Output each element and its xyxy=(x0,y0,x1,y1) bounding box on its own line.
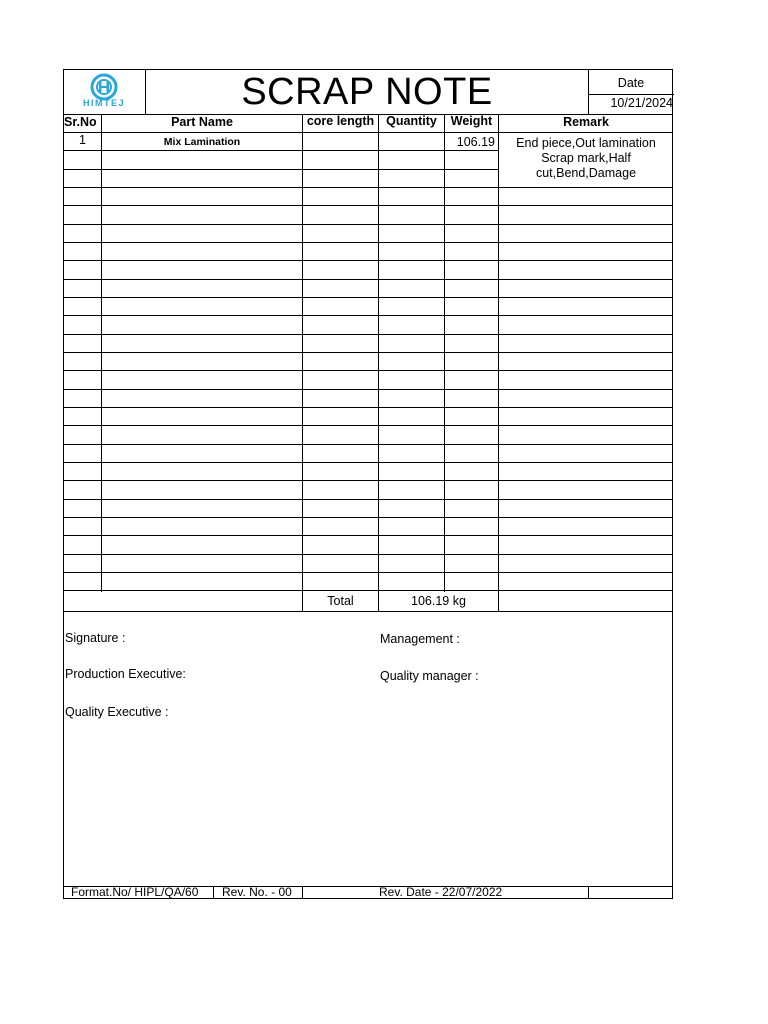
signature-label: Signature : xyxy=(65,631,126,645)
table-row-line xyxy=(64,554,672,555)
table-row-line xyxy=(64,279,672,280)
scrap-note-sheet xyxy=(63,69,673,899)
table-row-line xyxy=(64,187,672,188)
table-row-line xyxy=(64,535,672,536)
table-row-line xyxy=(64,499,672,500)
svg-text:HIMTEJ: HIMTEJ xyxy=(82,98,126,108)
row-1-weight: 106.19 xyxy=(456,135,495,149)
format-number: Format.No/ HIPL/QA/60 xyxy=(71,885,199,899)
col-header-sr-no: Sr.No xyxy=(64,115,97,129)
row-1-part-name: Mix Lamination xyxy=(163,136,241,148)
date-label: Date xyxy=(617,76,645,90)
table-row-line xyxy=(64,132,672,133)
table-row-line xyxy=(64,407,672,408)
table-row-line xyxy=(64,260,672,261)
table-row-line xyxy=(64,590,672,591)
table-row-line xyxy=(64,517,672,518)
table-row-line xyxy=(64,150,498,151)
table-row-line xyxy=(64,480,672,481)
table-row-line xyxy=(64,370,672,371)
page-title: SCRAP NOTE xyxy=(241,71,493,113)
col-header-part-name: Part Name xyxy=(171,115,233,129)
table-row-line xyxy=(64,315,672,316)
quality-manager-label: Quality manager : xyxy=(380,669,479,683)
himtej-logo xyxy=(68,73,140,111)
row-1-sr-no: 1 xyxy=(79,133,86,147)
table-row-line xyxy=(64,224,672,225)
table-row-line xyxy=(64,242,672,243)
col-header-remark: Remark xyxy=(563,115,609,129)
total-label: Total xyxy=(327,594,354,608)
table-row-line xyxy=(64,425,672,426)
table-row-line xyxy=(64,334,672,335)
table-row-line xyxy=(64,352,672,353)
quality-executive-label: Quality Executive : xyxy=(65,705,169,719)
date-value: 10/21/2024 xyxy=(610,96,673,110)
col-header-quantity: Quantity xyxy=(386,114,437,128)
revision-date: Rev. Date - 22/07/2022 xyxy=(379,885,503,899)
table-row-line xyxy=(64,205,672,206)
table-row-line xyxy=(64,389,672,390)
table-row-line xyxy=(64,444,672,445)
row-1-remark: End piece,Out lamination Scrap mark,Half cut,Bend,Damage xyxy=(516,136,656,180)
table-row-line xyxy=(64,169,498,170)
table-row-line xyxy=(64,297,672,298)
production-executive-label: Production Executive: xyxy=(65,667,186,681)
table-row-line xyxy=(64,462,672,463)
col-header-core-length: core length xyxy=(306,114,375,128)
total-value: 106.19 kg xyxy=(411,594,466,608)
table-row-line xyxy=(64,572,672,573)
management-label: Management : xyxy=(380,632,460,646)
revision-number: Rev. No. - 00 xyxy=(222,885,292,899)
col-header-weight: Weight xyxy=(450,114,493,128)
